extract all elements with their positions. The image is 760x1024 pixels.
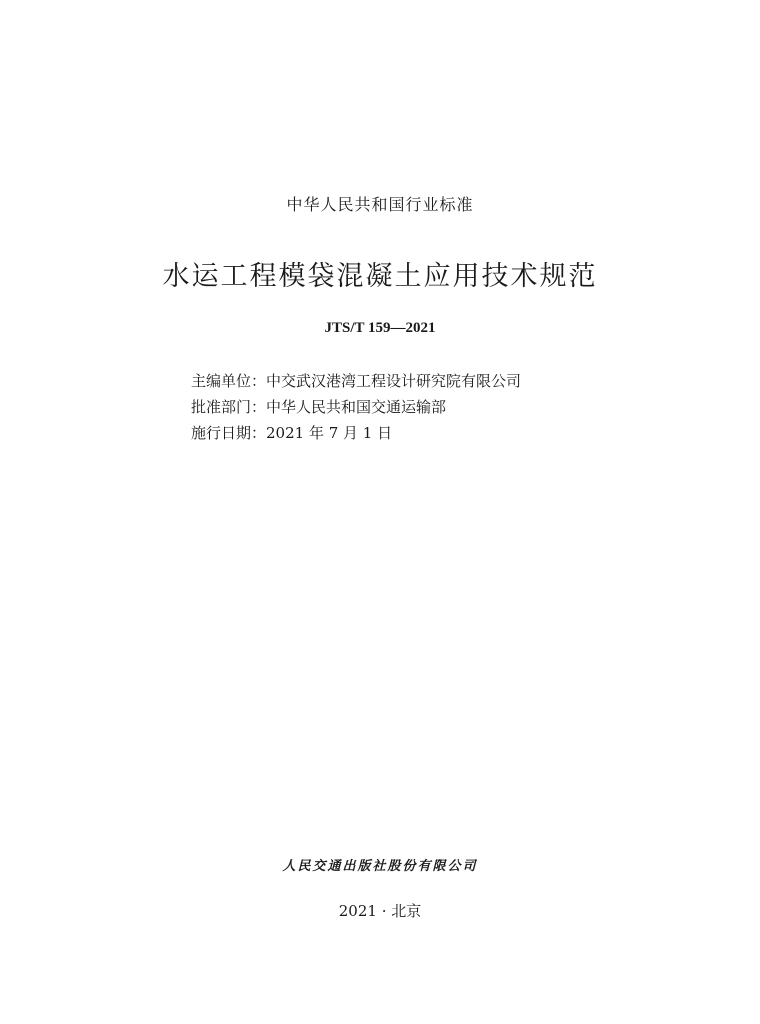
standard-info	[191, 368, 521, 446]
editor-value: 中交武汉港湾工程设计研究院有限公司	[266, 372, 522, 390]
standard-category: 中华人民共和国行业标准	[286, 195, 474, 214]
editor-label: 主编单位：	[191, 372, 267, 390]
approver-value: 中华人民共和国交通运输部	[266, 398, 447, 416]
publisher-name: 人民交通出版社股份有限公司	[282, 859, 478, 874]
publication-imprint: 2021 · 北京	[338, 902, 422, 920]
effective-date-row	[191, 420, 521, 446]
approver-row	[191, 394, 521, 420]
document-title: 水运工程模袋混凝土应用技术规范	[162, 261, 598, 292]
standard-code: JTS/T 159—2021	[324, 320, 436, 336]
effective-date-label: 施行日期：	[191, 424, 267, 442]
effective-date-value: 2021 年 7 月 1 日	[266, 424, 393, 442]
approver-label: 批准部门：	[191, 398, 267, 416]
editor-row	[191, 368, 521, 394]
